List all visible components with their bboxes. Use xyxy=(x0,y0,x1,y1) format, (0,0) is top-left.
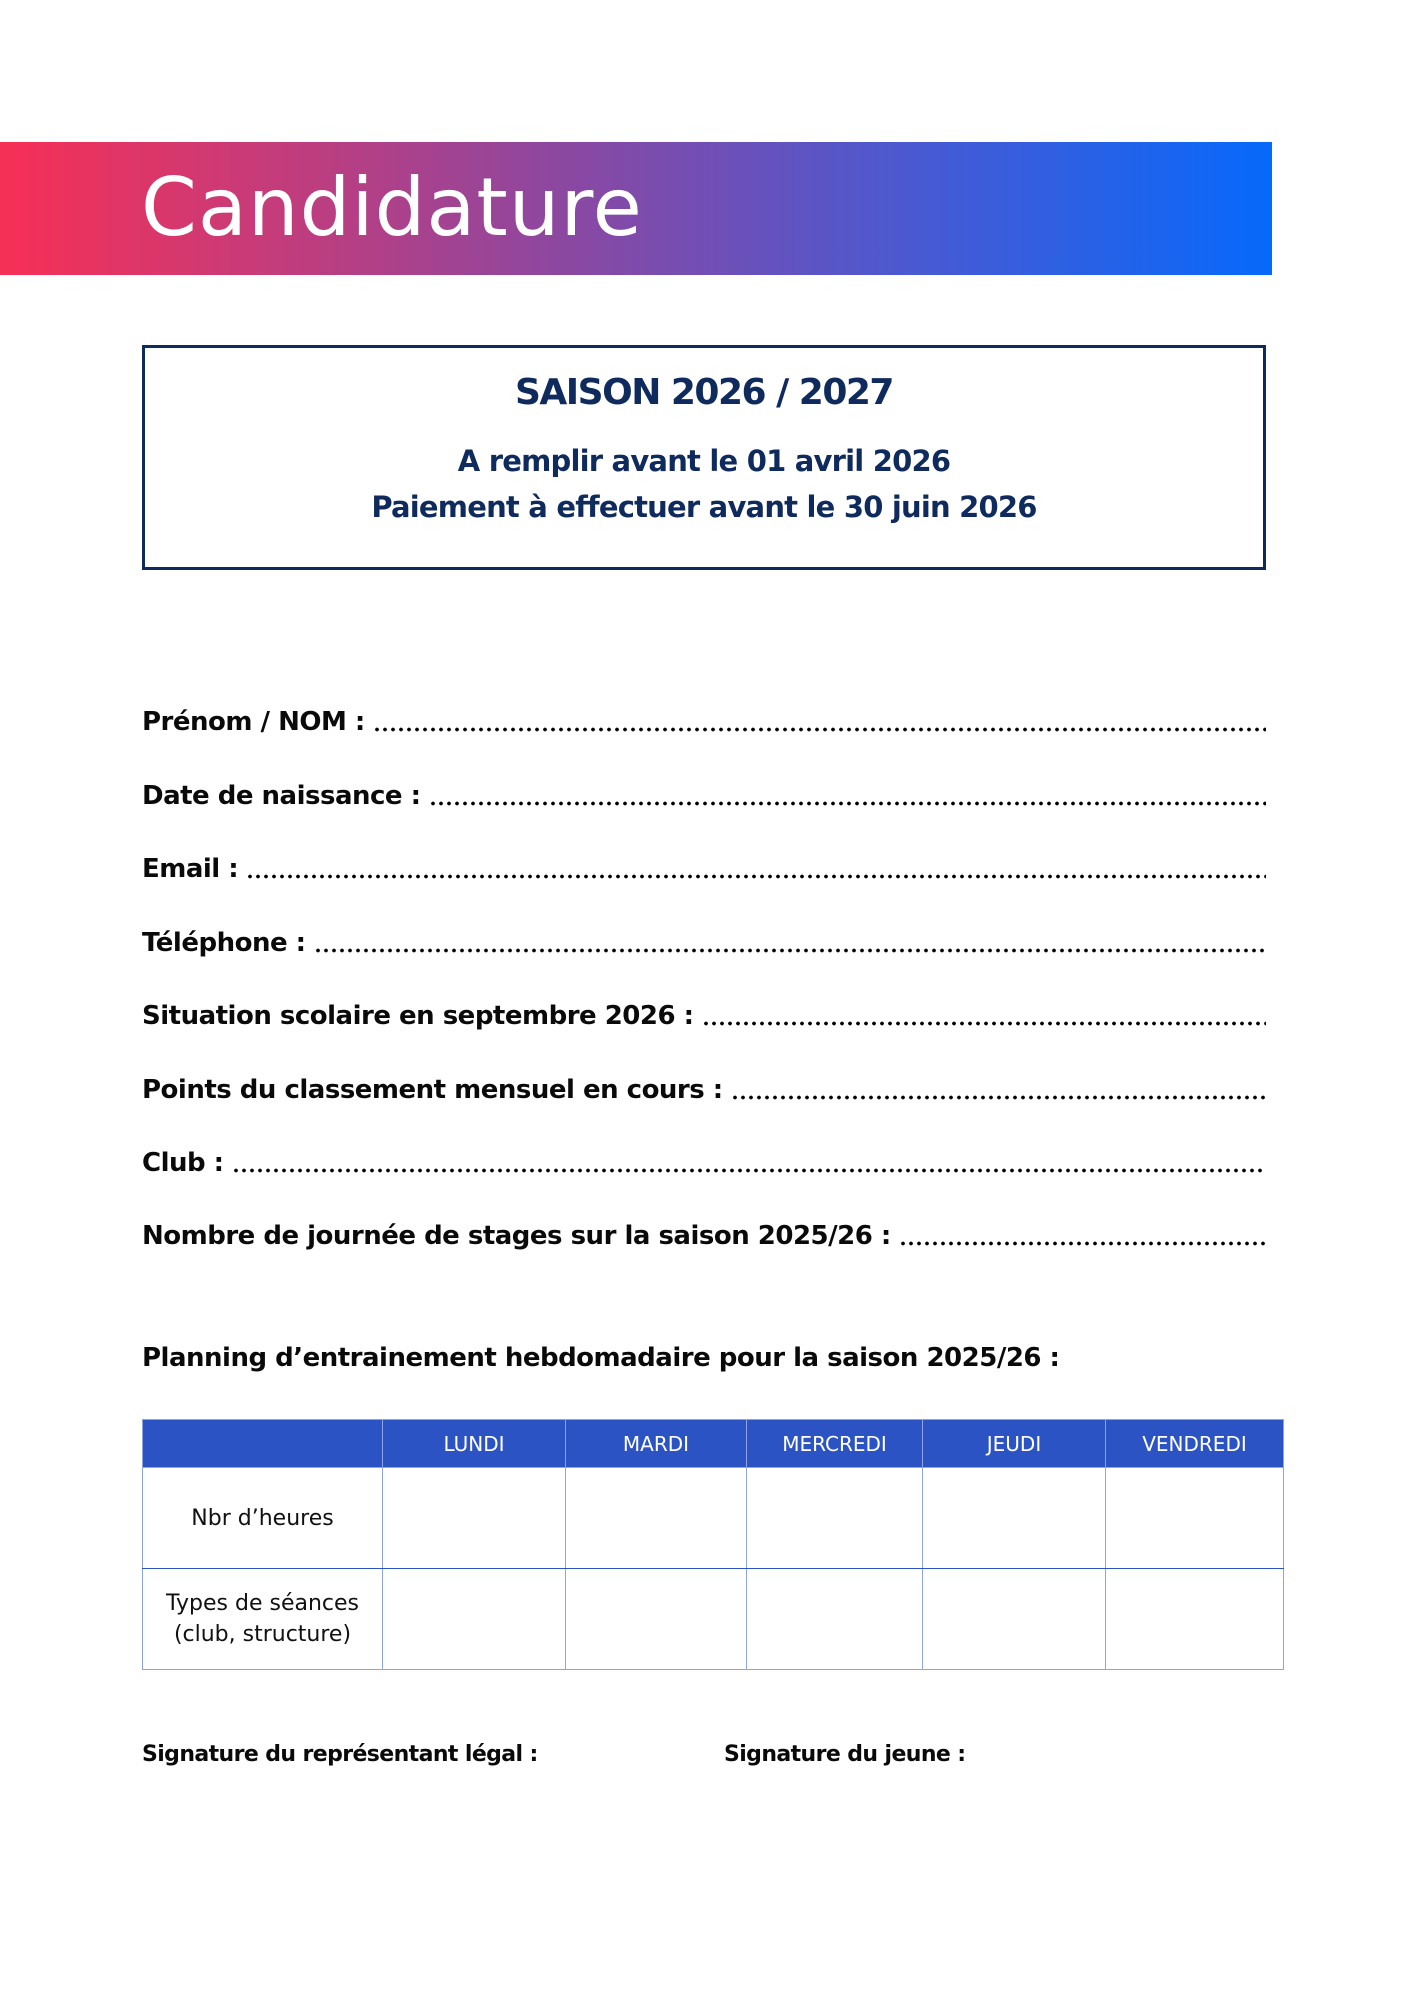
row-label: Nbr d’heures xyxy=(143,1468,383,1569)
field-phone[interactable] xyxy=(142,920,1266,960)
column-header-tuesday: MARDI xyxy=(566,1420,747,1468)
fill-in-line[interactable] xyxy=(702,1021,1266,1026)
cell-wednesday-types[interactable] xyxy=(747,1569,923,1670)
row-label: Types de séances (club, structure) xyxy=(143,1569,383,1670)
cell-tuesday-hours[interactable] xyxy=(566,1468,747,1569)
table-row-hours xyxy=(143,1468,1284,1569)
column-header-wednesday: MERCREDI xyxy=(747,1420,923,1468)
fill-in-line[interactable] xyxy=(899,1241,1266,1246)
field-birthdate[interactable] xyxy=(142,773,1266,813)
cell-thursday-types[interactable] xyxy=(923,1569,1106,1670)
field-label: Date de naissance : xyxy=(142,781,421,811)
season-title: SAISON 2026 / 2027 xyxy=(515,372,893,413)
fill-in-line[interactable] xyxy=(429,801,1266,806)
column-header-thursday: JEUDI xyxy=(923,1420,1106,1468)
field-label: Email : xyxy=(142,854,239,884)
field-label: Club : xyxy=(142,1148,224,1178)
cell-friday-hours[interactable] xyxy=(1106,1468,1284,1569)
field-label: Nombre de journée de stages sur la saison 2025/26 : xyxy=(142,1221,891,1251)
signature-legal-representative[interactable]: Signature du représentant légal : xyxy=(142,1742,538,1767)
cell-thursday-hours[interactable] xyxy=(923,1468,1106,1569)
fill-in-line[interactable] xyxy=(314,948,1266,953)
column-header-monday: LUNDI xyxy=(383,1420,566,1468)
cell-wednesday-hours[interactable] xyxy=(747,1468,923,1569)
cell-friday-types[interactable] xyxy=(1106,1569,1284,1670)
cell-tuesday-types[interactable] xyxy=(566,1569,747,1670)
payment-deadline: Paiement à effectuer avant le 30 juin 2026 xyxy=(371,490,1037,524)
training-schedule-table xyxy=(142,1419,1284,1670)
field-label: Prénom / NOM : xyxy=(142,707,365,737)
signature-youth[interactable]: Signature du jeune : xyxy=(724,1742,966,1767)
fill-in-line[interactable] xyxy=(246,874,1266,879)
column-header-empty xyxy=(143,1420,383,1468)
field-email[interactable] xyxy=(142,846,1266,886)
field-school-situation[interactable] xyxy=(142,993,1266,1033)
form-deadline: A remplir avant le 01 avril 2026 xyxy=(457,444,951,478)
cell-monday-hours[interactable] xyxy=(383,1468,566,1569)
field-label: Situation scolaire en septembre 2026 : xyxy=(142,1001,694,1031)
field-ranking-points[interactable] xyxy=(142,1067,1266,1107)
column-header-friday: VENDREDI xyxy=(1106,1420,1284,1468)
table-header-row xyxy=(143,1420,1284,1468)
page-title: Candidature xyxy=(141,161,643,254)
fill-in-line[interactable] xyxy=(232,1168,1266,1173)
field-label: Points du classement mensuel en cours : xyxy=(142,1075,723,1105)
fill-in-line[interactable] xyxy=(731,1095,1266,1100)
field-training-days[interactable] xyxy=(142,1213,1266,1253)
planning-title: Planning d’entrainement hebdomadaire pour la saison 2025/26 : xyxy=(142,1343,1060,1373)
field-club[interactable] xyxy=(142,1140,1266,1180)
cell-monday-types[interactable] xyxy=(383,1569,566,1670)
field-name[interactable] xyxy=(142,699,1266,739)
table-row-session-types xyxy=(143,1569,1284,1670)
field-label: Téléphone : xyxy=(142,928,306,958)
fill-in-line[interactable] xyxy=(373,727,1266,732)
